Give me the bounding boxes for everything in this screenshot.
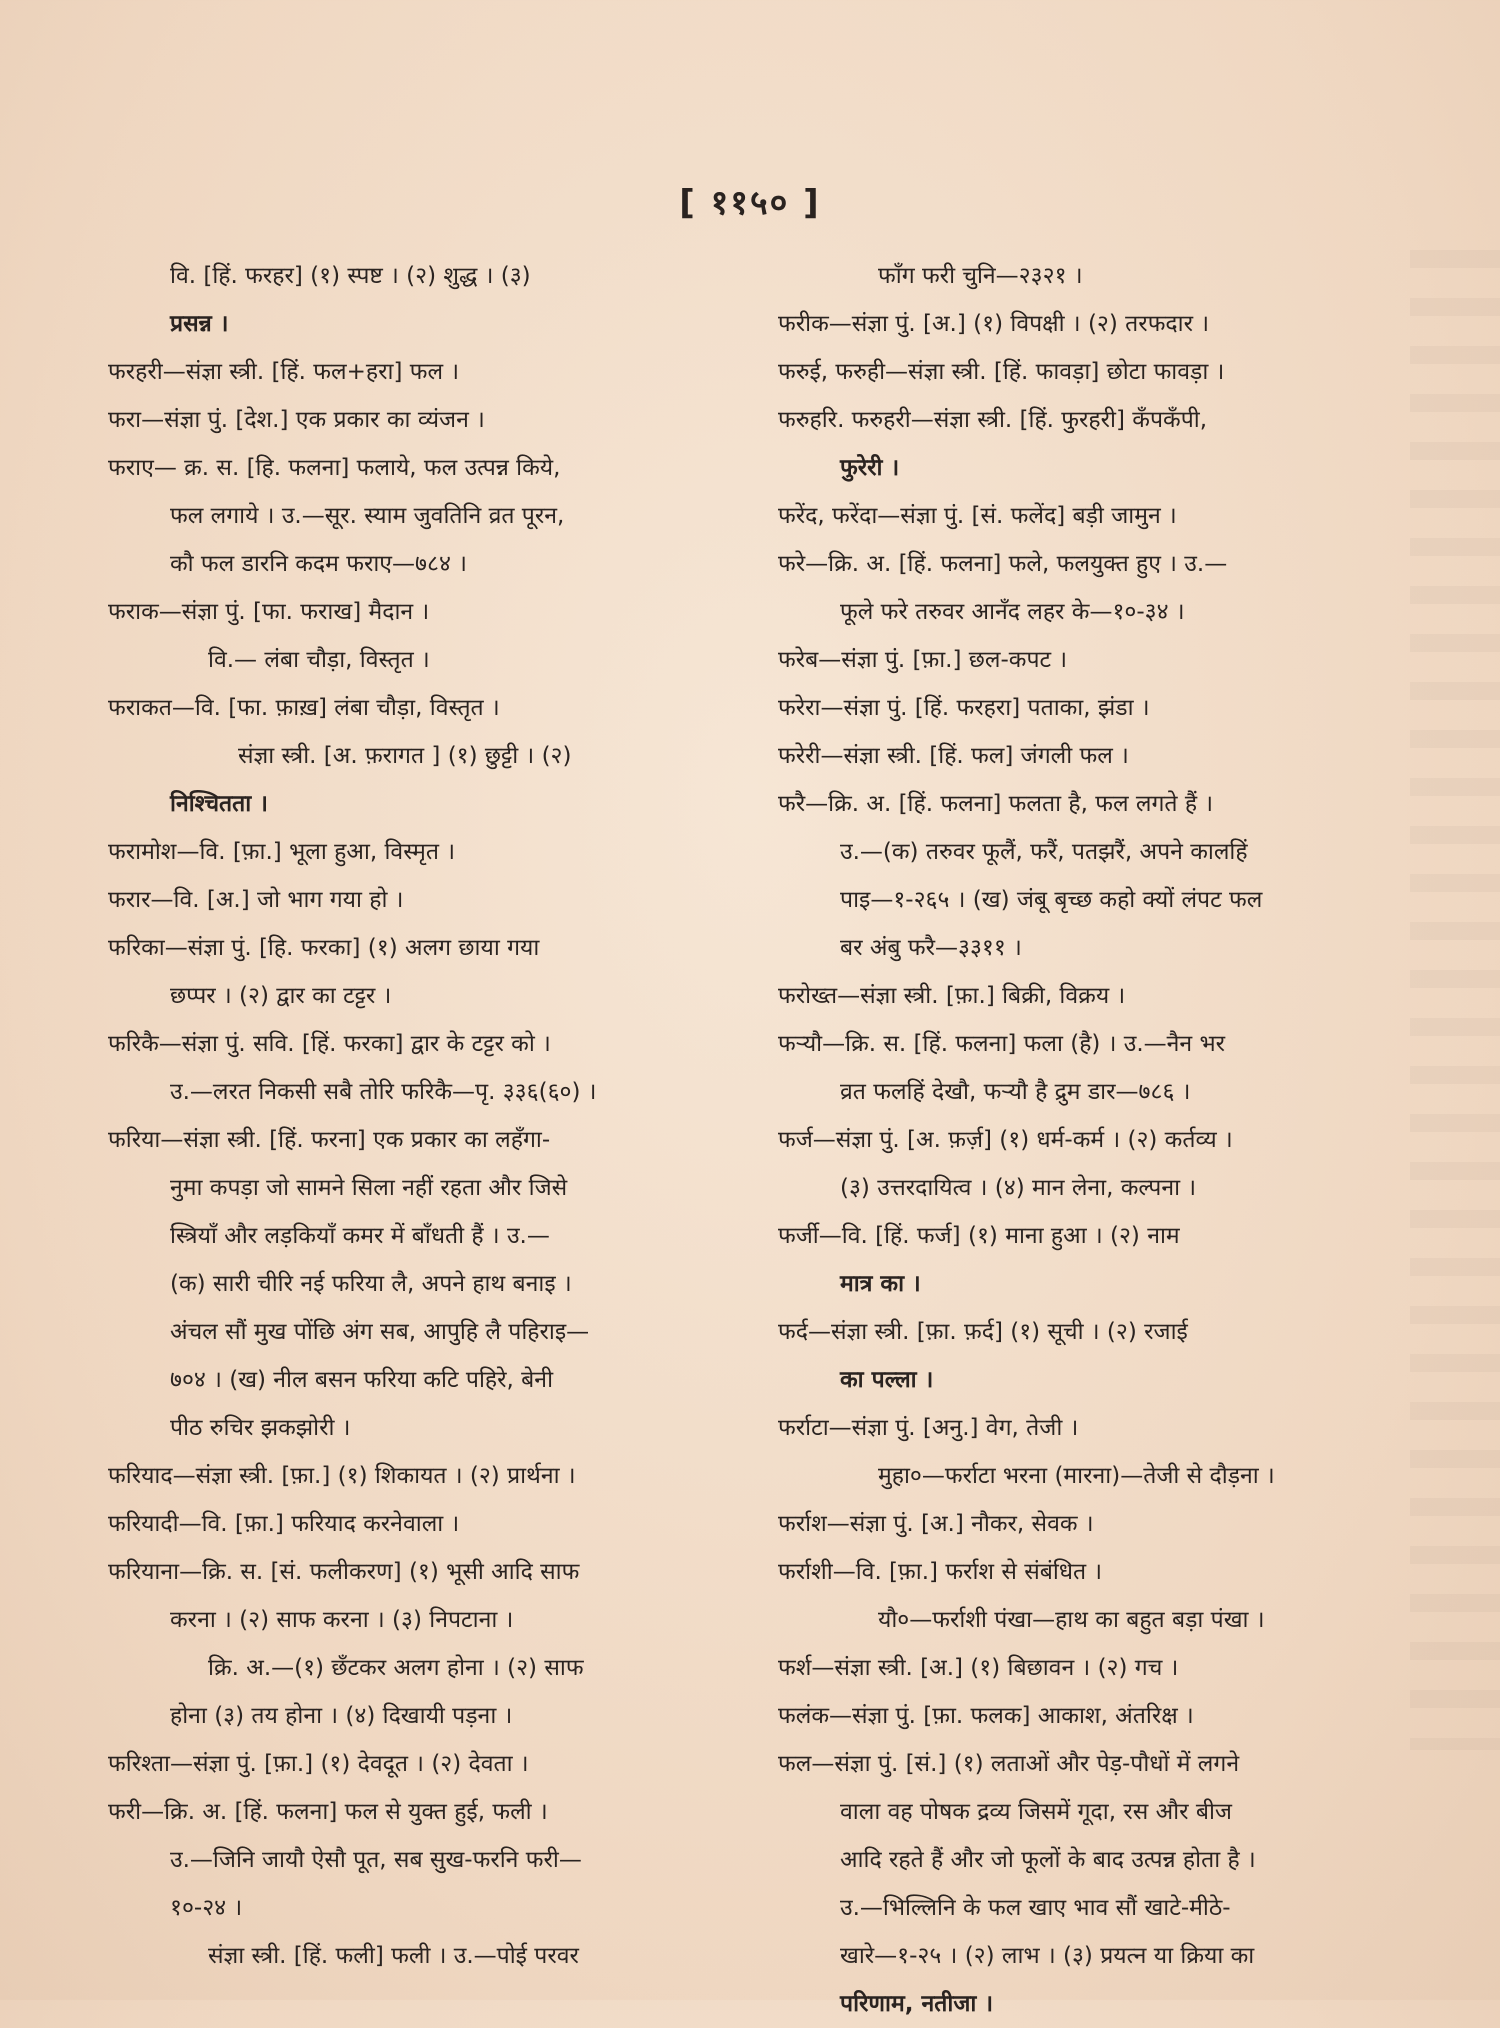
dictionary-line: १०-२४ । [170,1895,243,1921]
dictionary-line: पाइ—१-२६५ । (ख) जंबू बृच्छ कहो क्यों लंपट फल [840,887,1263,913]
dictionary-line: फराए— क्र. स. [हि. फलना] फलाये, फल उत्पन्न किये, [108,455,561,481]
dictionary-line: फर्‍यौ—क्रि. स. [हिं. फलना] फला (है) । उ.—नैन भर [778,1031,1226,1057]
dictionary-line: फरोख्त—संज्ञा स्त्री. [फ़ा.] बिक्री, विक्रय । [778,983,1126,1009]
dictionary-line: फरहरी—संज्ञा स्त्री. [हिं. फल+हरा] फल । [108,359,460,385]
left-column [108,252,748,1980]
dictionary-line: करना । (२) साफ करना । (३) निपटाना । [170,1607,514,1633]
dictionary-line: बर अंबु फरै—३३११ । [840,935,1022,961]
dictionary-line: फर्द—संज्ञा स्त्री. [फ़ा. फ़र्द] (१) सूची । (२) रजाई [778,1319,1188,1345]
dictionary-line: यौ०—फर्राशी पंखा—हाथ का बहुत बड़ा पंखा । [878,1607,1265,1633]
right-column [778,252,1413,2028]
dictionary-line: स्त्रियाँ और लड़कियाँ कमर में बाँधती हैं । उ.— [170,1223,550,1249]
dictionary-line: फरुहरि. फरुहरी—संज्ञा स्त्री. [हिं. फुरहरी] कँपकँपी, [778,407,1208,433]
dictionary-line: उ.—(क) तरुवर फूलैं, फरैं, पतझरैं, अपने कालहिं [840,839,1248,865]
dictionary-line: वि.— लंबा चौड़ा, विस्तृत । [208,647,430,673]
dictionary-line: फरिका—संज्ञा पुं. [हि. फरका] (१) अलग छाया गया [108,935,540,961]
dictionary-line: होना (३) तय होना । (४) दिखायी पड़ना । [170,1703,513,1729]
dictionary-line: फल लगाये । उ.—सूर. स्याम जुवतिनि व्रत पूरन, [170,503,565,529]
dictionary-line: फरुई, फरुही—संज्ञा स्त्री. [हिं. फावड़ा] छोटा फावड़ा । [778,359,1225,385]
dictionary-line: फल—संज्ञा पुं. [सं.] (१) लताओं और पेड़-पौधों में लगने [778,1751,1240,1777]
dictionary-line: प्रसन्न । [170,311,229,337]
dictionary-line: उ.—लरत निकसी सबै तोरि फरिकै—पृ. ३३६(६०) । [170,1079,597,1105]
dictionary-line: फूले फरे तरुवर आनँद लहर के—१०-३४ । [840,599,1185,625]
dictionary-line: क्रि. अ.—(१) छँटकर अलग होना । (२) साफ [208,1655,584,1681]
dictionary-line: (३) उत्तरदायित्व । (४) मान लेना, कल्पना । [840,1175,1197,1201]
dictionary-line: मुहा०—फर्राटा भरना (मारना)—तेजी से दौड़ना । [878,1463,1275,1489]
dictionary-line: फरीक—संज्ञा पुं. [अ.] (१) विपक्षी । (२) तरफदार । [778,311,1210,337]
dictionary-line: फरियादी—वि. [फ़ा.] फरियाद करनेवाला । [108,1511,460,1537]
dictionary-line: संज्ञा स्त्री. [हिं. फली] फली । उ.—पोई परवर [208,1943,579,1969]
dictionary-line: छप्पर । (२) द्वार का टट्टर । [170,983,392,1009]
dictionary-line: फर्ज—संज्ञा पुं. [अ. फ़र्ज़] (१) धर्म-कर्म । (२) कर्तव्य । [778,1127,1233,1153]
dictionary-line: नुमा कपड़ा जो सामने सिला नहीं रहता और जिसे [170,1175,568,1201]
dictionary-line: अंचल सौं मुख पोंछि अंग सब, आपुहि लै पहिराइ— [170,1319,590,1345]
dictionary-line: वि. [हिं. फरहर] (१) स्पष्ट । (२) शुद्ध । (३) [170,263,531,289]
dictionary-line: फरामोश—वि. [फ़ा.] भूला हुआ, विस्मृत । [108,839,456,865]
dictionary-line: फलंक—संज्ञा पुं. [फ़ा. फलक] आकाश, अंतरिक्ष । [778,1703,1194,1729]
page-number: [ ११५० ] [679,183,821,223]
dictionary-line: निश्चितता । [170,791,268,817]
dictionary-line: पीठ रुचिर झकझोरी । [170,1415,351,1441]
dictionary-line: उ.—भिल्लिनि के फल खाए भाव सौं खाटे-मीठे- [840,1895,1231,1921]
dictionary-line: फरेरी—संज्ञा स्त्री. [हिं. फल] जंगली फल । [778,743,1129,769]
dictionary-line: फरा—संज्ञा पुं. [देश.] एक प्रकार का व्यंजन । [108,407,485,433]
dictionary-line: वाला वह पोषक द्रव्य जिसमें गूदा, रस और बीज [840,1799,1232,1825]
dictionary-line: फरेरा—संज्ञा पुं. [हिं. फरहरा] पताका, झंडा । [778,695,1150,721]
dictionary-line: फरिश्ता—संज्ञा पुं. [फ़ा.] (१) देवदूत । (२) देवता । [108,1751,529,1777]
dictionary-line: फरेंद, फरेंदा—संज्ञा पुं. [सं. फलेंद] बड़ी जामुन । [778,503,1177,529]
dictionary-line: फरिकै—संज्ञा पुं. सवि. [हिं. फरका] द्वार के टट्टर को । [108,1031,551,1057]
dictionary-line: फरियाना—क्रि. स. [सं. फलीकरण] (१) भूसी आदि साफ [108,1559,580,1585]
dictionary-line: फरियाद—संज्ञा स्त्री. [फ़ा.] (१) शिकायत । (२) प्रार्थना । [108,1463,576,1489]
dictionary-line: ७०४ । (ख) नील बसन फरिया कटि पहिरे, बेनी [170,1367,554,1393]
dictionary-line: फरेब—संज्ञा पुं. [फ़ा.] छल-कपट । [778,647,1068,673]
bleed-through-texture [1410,250,1500,1750]
dictionary-line: (क) सारी चीरि नई फरिया लै, अपने हाथ बनाइ । [170,1271,572,1297]
dictionary-line: संज्ञा स्त्री. [अ. फ़रागत ] (१) छुट्टी । (२) [238,743,572,769]
dictionary-line: फरै—क्रि. अ. [हिं. फलना] फलता है, फल लगते हैं । [778,791,1214,817]
dictionary-line: फरी—क्रि. अ. [हिं. फलना] फल से युक्त हुई, फली । [108,1799,548,1825]
dictionary-line: फराक—संज्ञा पुं. [फा. फराख] मैदान । [108,599,430,625]
dictionary-line: फर्जी—वि. [हिं. फर्ज] (१) माना हुआ । (२) नाम [778,1223,1180,1249]
dictionary-line: फरे—क्रि. अ. [हिं. फलना] फले, फलयुक्त हुए । उ.— [778,551,1228,577]
dictionary-line: फराकत—वि. [फा. फ़ाख़] लंबा चौड़ा, विस्तृत । [108,695,500,721]
dictionary-line: व्रत फलहिं देखौ, फर्‍यौ है द्रुम डार—७८६ । [840,1079,1191,1105]
dictionary-line: फर्राटा—संज्ञा पुं. [अनु.] वेग, तेजी । [778,1415,1079,1441]
dictionary-line: मात्र का । [840,1271,921,1297]
dictionary-line: फरिया—संज्ञा स्त्री. [हिं. फरना] एक प्रकार का लहँगा- [108,1127,551,1153]
dictionary-line: खारे—१-२५ । (२) लाभ । (३) प्रयत्न या क्रिया का [840,1943,1255,1969]
dictionary-line: उ.—जिनि जायौ ऐसौ पूत, सब सुख-फरनि फरी— [170,1847,582,1873]
dictionary-line: परिणाम, नतीजा । [840,1991,994,2017]
dictionary-line: फुरेरी । [840,455,900,481]
dictionary-line: फर्राशी—वि. [फ़ा.] फर्राश से संबंधित । [778,1559,1103,1585]
dictionary-line: फाँग फरी चुनि—२३२१ । [878,263,1083,289]
dictionary-line: फर्श—संज्ञा स्त्री. [अ.] (१) बिछावन । (२) गच । [778,1655,1179,1681]
dictionary-line: फर्राश—संज्ञा पुं. [अ.] नौकर, सेवक । [778,1511,1094,1537]
dictionary-line: आदि रहते हैं और जो फूलों के बाद उत्पन्न होता है । [840,1847,1256,1873]
dictionary-line: कौ फल डारनि कदम फराए—७८४ । [170,551,467,577]
dictionary-line: फरार—वि. [अ.] जो भाग गया हो । [108,887,404,913]
dictionary-line: का पल्ला । [840,1367,934,1393]
